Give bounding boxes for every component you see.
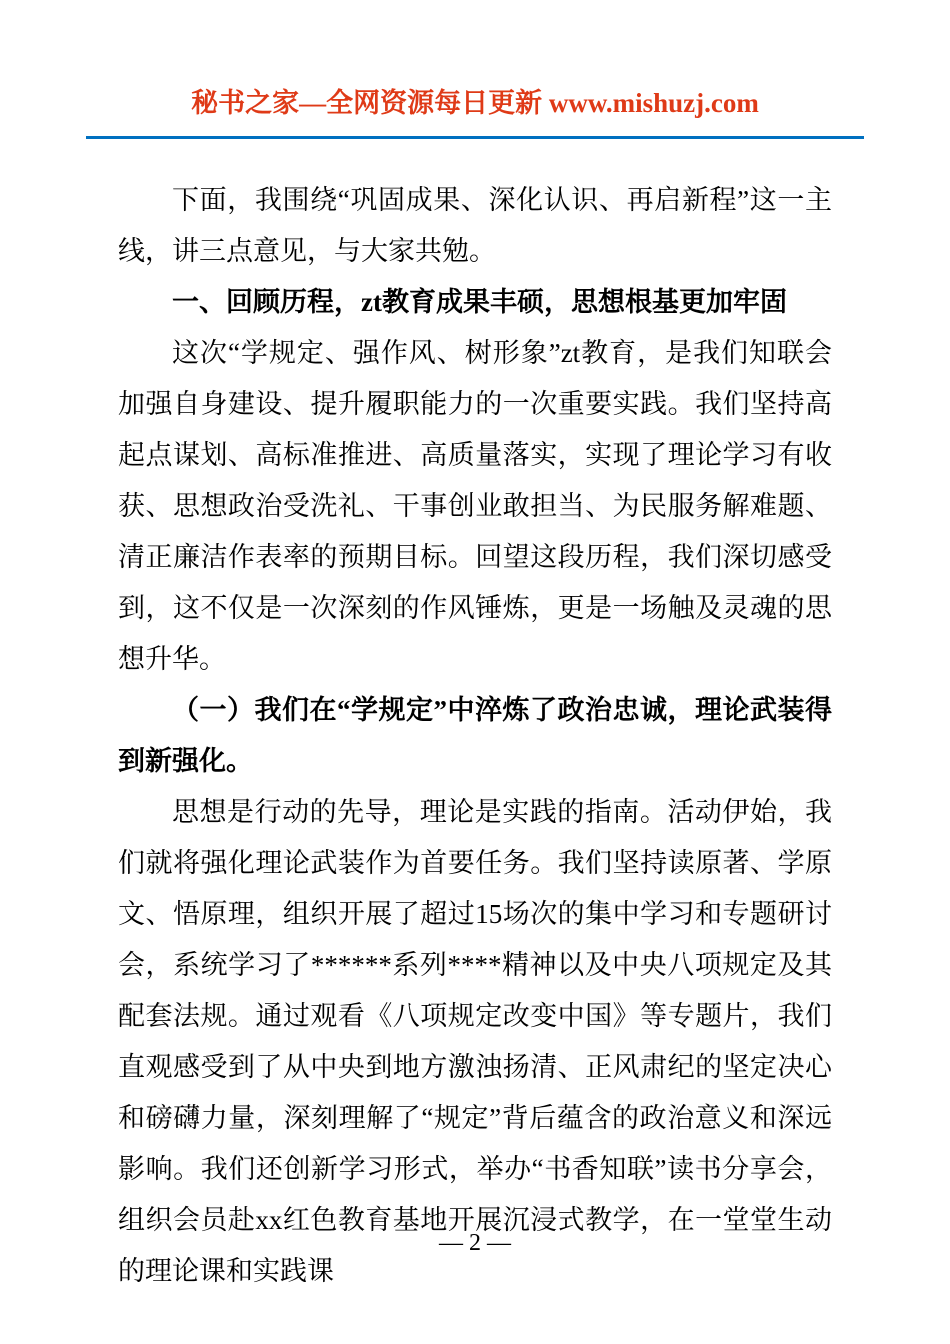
document-body bbox=[118, 175, 832, 1297]
subsection-1-paragraph: 思想是行动的先导，理论是实践的指南。活动伊始，我们就将强化理论武装作为首要任务。我们坚持读原著、学原文、悟原理，组织开展了超过15场次的集中学习和专题研讨会，系统学习了******系列****精神以及中央八项规定及其配套法规。通过观看《八项规定改变中国》等专题片，我们直观感受到了从中央到地方激浊扬清、正风肃纪的坚定决心和磅礴力量，深刻理解了“规定”背后蕴含的政治意义和深远影响。我们还创新学习形式，举办“书香知联”读书分享会，组织会员赴xx红色教育基地开展沉浸式教学，在一堂堂生动的理论课和实践课 bbox=[118, 797, 832, 1286]
subsection-1-heading: （一）我们在“学规定”中淬炼了政治忠诚，理论武装得到新强化。 bbox=[118, 695, 832, 776]
section-1-heading: 一、回顾历程，zt教育成果丰硕，思想根基更加牢固 bbox=[172, 287, 787, 317]
page-footer bbox=[0, 1228, 950, 1258]
section-1-paragraph: 这次“学规定、强作风、树形象”zt教育，是我们知联会加强自身建设、提升履职能力的一次重要实践。我们坚持高起点谋划、高标准推进、高质量落实，实现了理论学习有收获、思想政治受洗礼、干事创业敢担当、为民服务解难题、清正廉洁作表率的预期目标。回望这段历程，我们深切感受到，这不仅是一次深刻的作风锤炼，更是一场触及灵魂的思想升华。 bbox=[118, 338, 832, 674]
header-url: www.mishuzj.com bbox=[548, 88, 759, 118]
page-number: — 2 — bbox=[439, 1230, 511, 1256]
page-header bbox=[0, 0, 950, 120]
header-divider bbox=[86, 136, 864, 139]
header-tagline: —全网资源每日更新 bbox=[299, 88, 549, 118]
intro-paragraph: 下面，我围绕“巩固成果、深化认识、再启新程”这一主线，讲三点意见，与大家共勉。 bbox=[118, 185, 832, 266]
site-name: 秘书之家 bbox=[191, 88, 300, 118]
